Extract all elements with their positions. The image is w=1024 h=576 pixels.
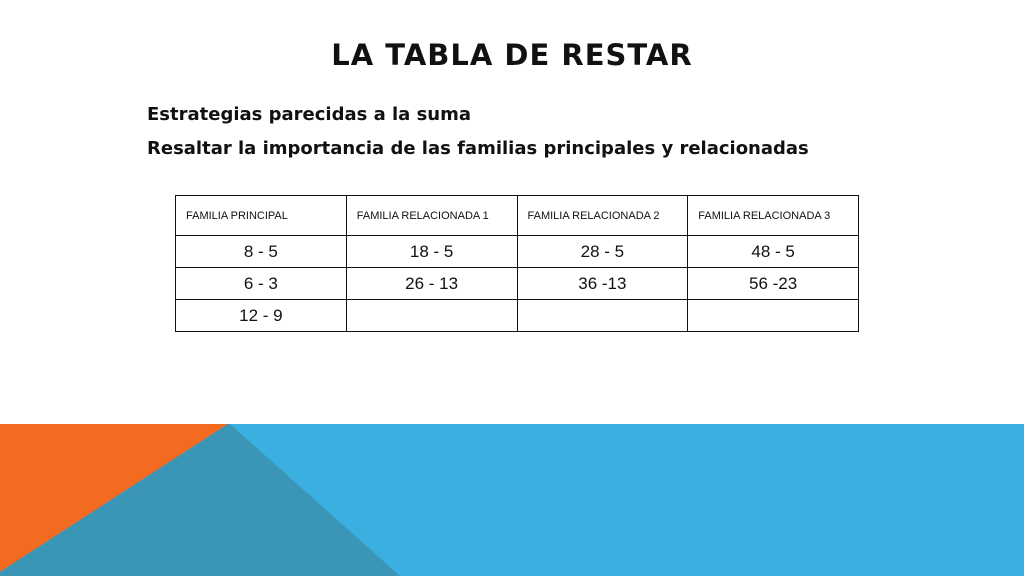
table-row xyxy=(176,236,859,268)
table-cell xyxy=(688,300,859,332)
bullet-item: Resaltar la importancia de las familias principales y relacionadas xyxy=(147,138,809,159)
table-cell: 56 -23 xyxy=(688,268,859,300)
table-cell: 28 - 5 xyxy=(517,236,688,268)
column-header: FAMILIA RELACIONADA 1 xyxy=(346,196,517,236)
bullet-list xyxy=(147,101,1007,169)
table-cell: 36 -13 xyxy=(517,268,688,300)
column-header: FAMILIA RELACIONADA 2 xyxy=(517,196,688,236)
subtraction-families-table xyxy=(175,195,859,332)
table-cell: 8 - 5 xyxy=(176,236,347,268)
table-header-row xyxy=(176,196,859,236)
table-row xyxy=(176,300,859,332)
column-header: FAMILIA PRINCIPAL xyxy=(176,196,347,236)
table-cell: 26 - 13 xyxy=(346,268,517,300)
table-cell: 6 - 3 xyxy=(176,268,347,300)
table-cell xyxy=(517,300,688,332)
table-cell: 48 - 5 xyxy=(688,236,859,268)
table-cell: 12 - 9 xyxy=(176,300,347,332)
table-row xyxy=(176,268,859,300)
decorative-bottom-band xyxy=(0,424,1024,576)
column-header: FAMILIA RELACIONADA 3 xyxy=(688,196,859,236)
table-cell: 18 - 5 xyxy=(346,236,517,268)
table-cell xyxy=(346,300,517,332)
bullet-item: Estrategias parecidas a la suma xyxy=(147,104,472,125)
slide-title: LA TABLA DE RESTAR xyxy=(331,38,693,72)
